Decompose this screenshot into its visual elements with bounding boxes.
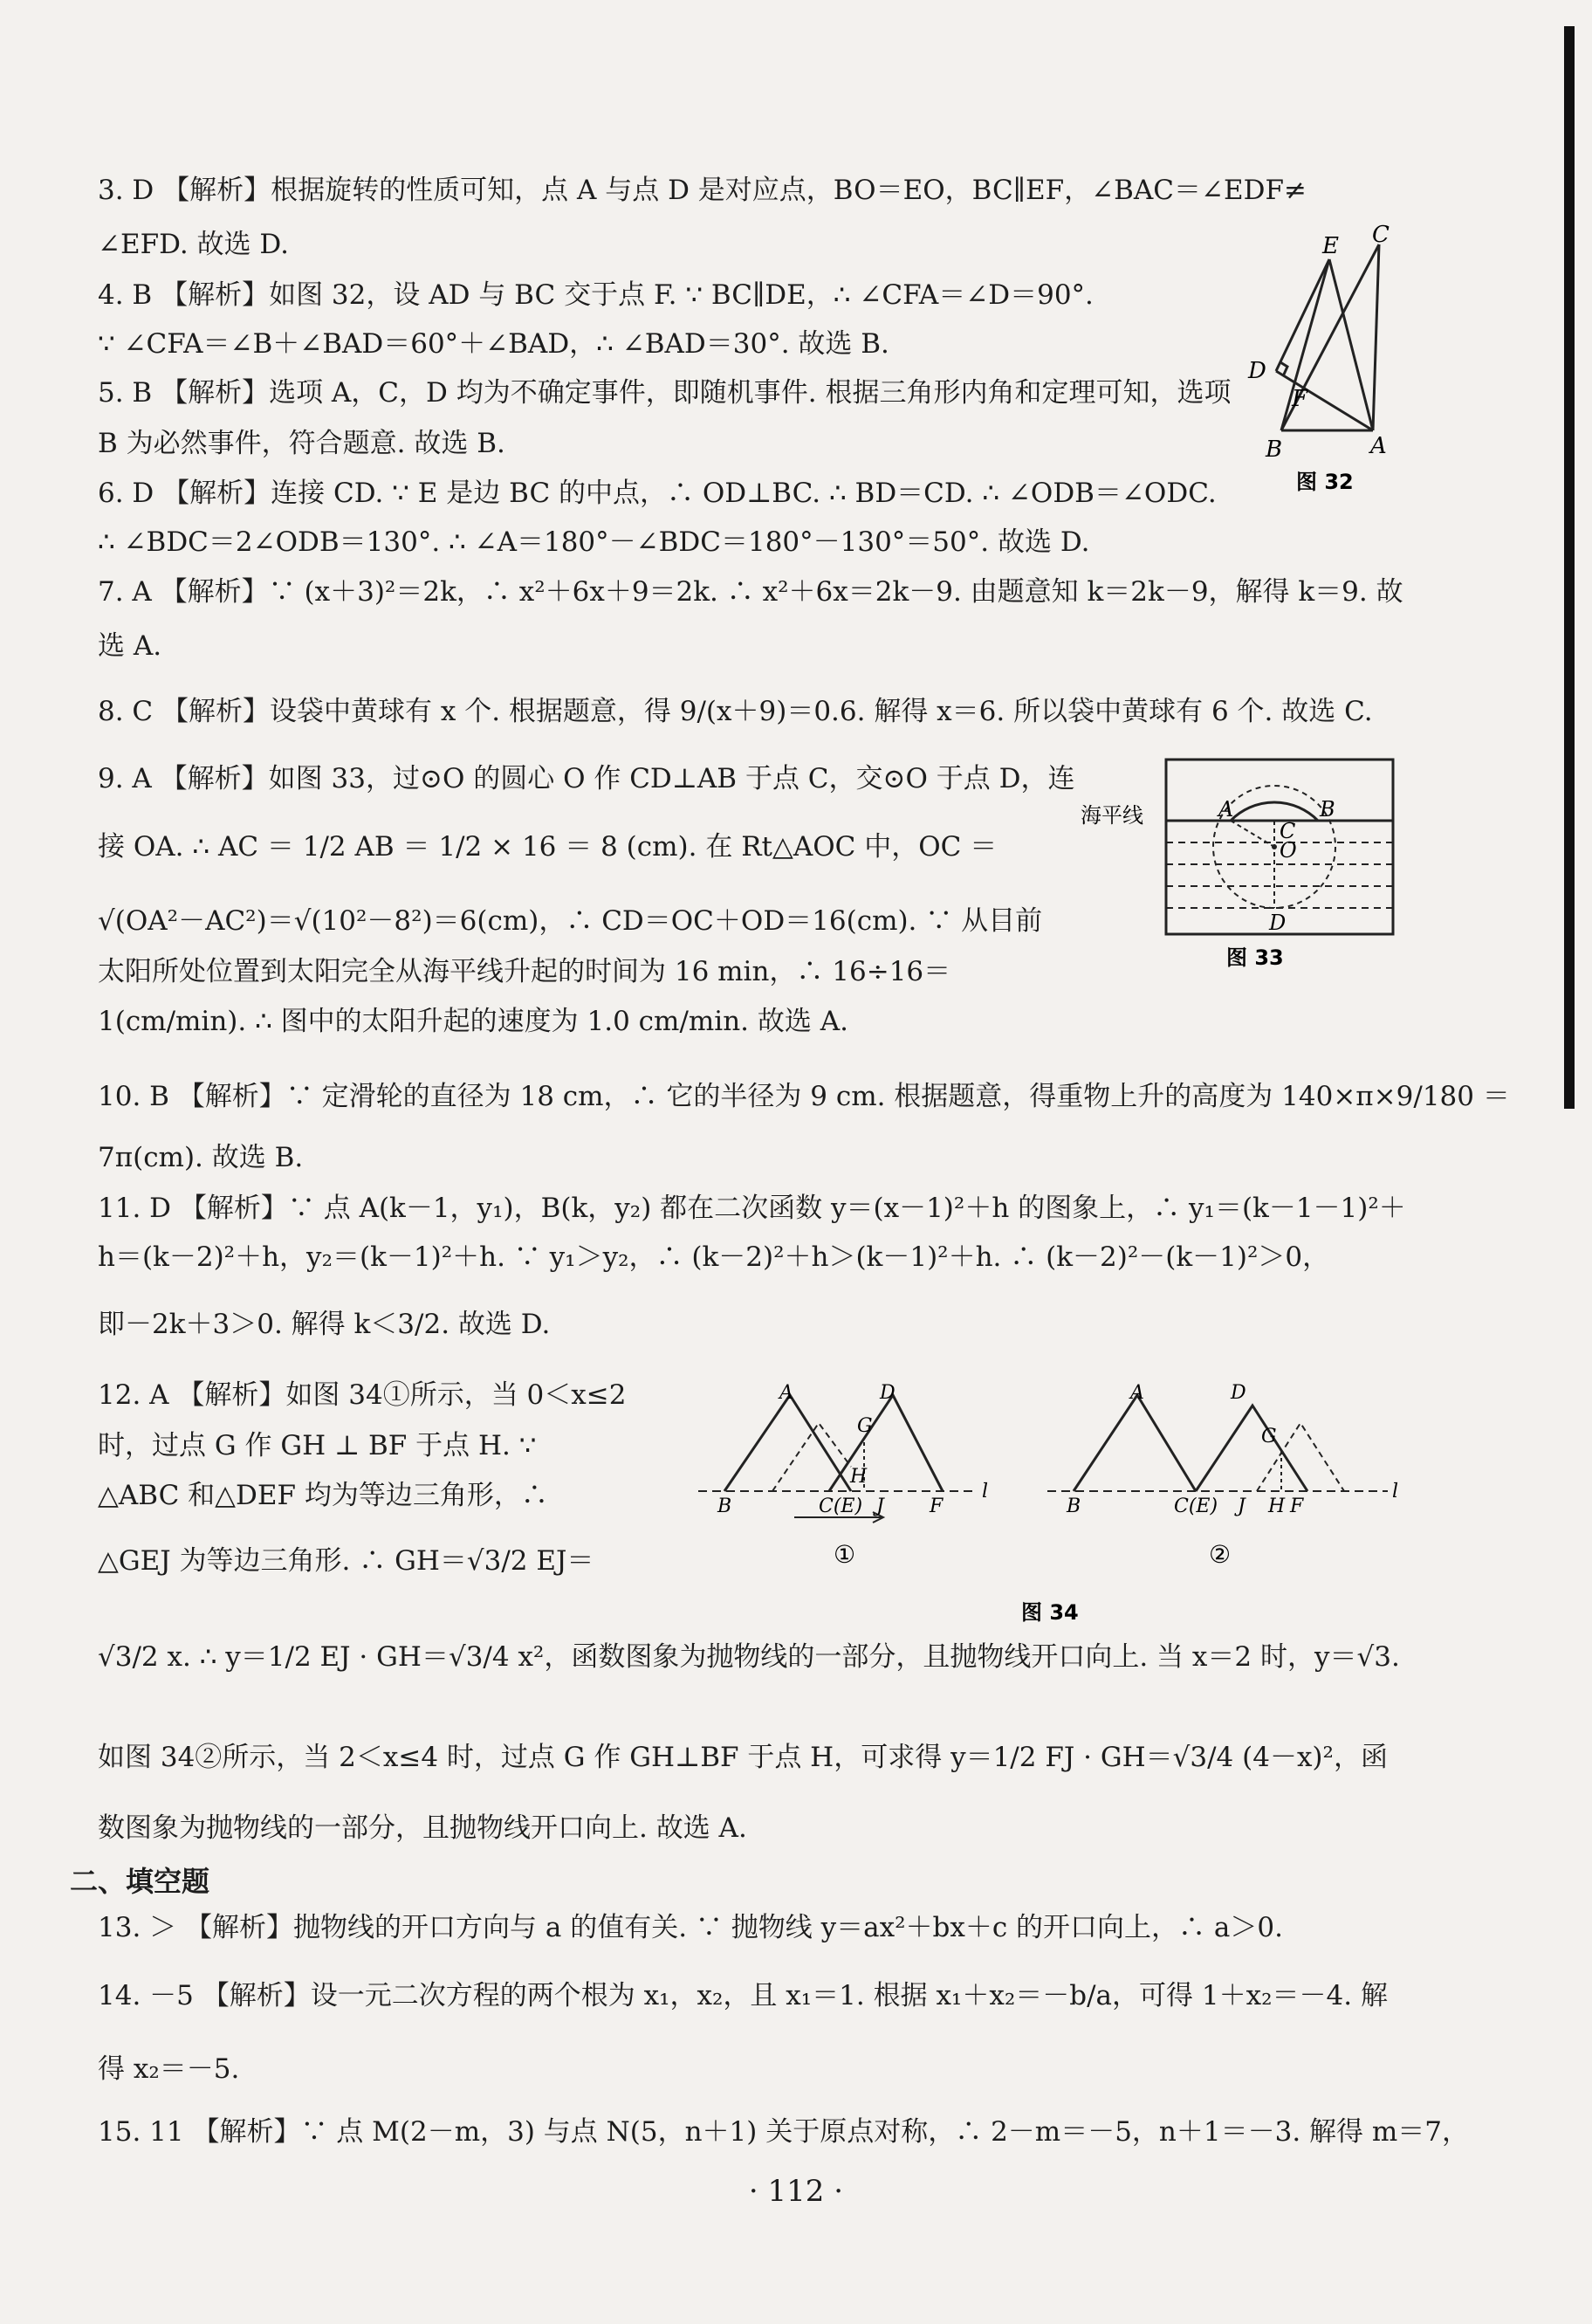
answer-9-line-1: 9. A 【解析】如图 33，过⊙O 的圆心 O 作 CD⊥AB 于点 C，交⊙O 于点 D，连 [98,763,1075,794]
fig34b-mark: ② [1209,1540,1232,1569]
fig34a-label-h: H [850,1466,868,1488]
fig32-label-e: E [1322,233,1339,259]
fig34b-label-g: G [1261,1426,1277,1447]
fig34b-label-a: A [1130,1382,1144,1404]
fig34a-label-a: A [779,1382,793,1404]
fig34a-label-g: G [857,1415,873,1437]
answer-11-line-1: 11. D 【解析】∵ 点 A(k－1，y₁)，B(k，y₂) 都在二次函数 y＝(x－1)²＋h 的图象上，∴ y₁＝(k－1－1)²＋ [98,1193,1406,1224]
answer-4-line-2: ∵ ∠CFA＝∠B＋∠BAD＝60°＋∠BAD，∴ ∠BAD＝30°. 故选 B. [98,328,889,360]
answer-7-line-2: 选 A. [98,630,162,662]
answer-9-line-3: √(OA²－AC²)＝√(10²－8²)＝6(cm)，∴ CD＝OC＋OD＝16(cm). ∵ 从目前 [98,905,1043,937]
fig32-label-b: B [1266,437,1283,463]
answer-12-line-2: 时，过点 G 作 GH ⊥ BF 于点 H. ∵ [98,1430,537,1461]
answer-10-line-2: 7π(cm). 故选 B. [98,1142,304,1173]
fig34a-label-l: l [982,1481,989,1502]
fig34b-label-d: D [1231,1382,1246,1404]
fig34a-label-b: B [717,1495,732,1517]
answer-9-line-2: 接 OA. ∴ AC ＝ 1/2 AB ＝ 1/2 × 16 ＝ 8 (cm). 在 Rt△AOC 中，OC ＝ [98,831,998,863]
fig34a-label-j: J [876,1495,884,1517]
fig34b-label-f: F [1290,1495,1304,1517]
fig34b-label-j: J [1238,1495,1245,1517]
fig34b-label-b: B [1067,1495,1081,1517]
fig34a-label-ce: C(E) [819,1495,863,1517]
fig33-label-a: A [1218,797,1234,822]
answer-12-line-5: √3/2 x. ∴ y＝1/2 EJ · GH＝√3/4 x²，函数图象为抛物线的一部分，且抛物线开口向上. 当 x＝2 时，y＝√3. [98,1641,1400,1673]
figure-34 [690,1379,1414,1641]
fig34b-label-h: H [1268,1495,1286,1517]
fig32-label-c: C [1372,222,1390,248]
fig34-sub2 [1047,1395,1388,1491]
answer-3-line-1: 3. D 【解析】根据旋转的性质可知，点 A 与点 D 是对应点，BO＝EO，BC∥EF，∠BAC＝∠EDF≠ [98,175,1307,206]
fig33-label-b: B [1320,797,1335,822]
answer-12-line-3: △ABC 和△DEF 均为等边三角形，∴ [98,1480,548,1511]
fig34a-label-f: F [930,1495,944,1517]
answer-12-line-6: 如图 34②所示，当 2＜x≤4 时，过点 G 作 GH⊥BF 于点 H，可求得 y＝1/2 FJ · GH＝√3/4 (4－x)²，函 [98,1742,1388,1773]
answer-11-line-2: h＝(k－2)²＋h，y₂＝(k－1)²＋h. ∵ y₁＞y₂，∴ (k－2)²＋h＞(k－1)²＋h. ∴ (k－2)²－(k－1)²＞0， [98,1241,1330,1273]
fig34b-label-l: l [1392,1481,1399,1502]
answer-12-line-4: △GEJ 为等边三角形. ∴ GH＝√3/2 EJ＝ [98,1545,594,1577]
answer-15-line: 15. 11 【解析】∵ 点 M(2－m，3) 与点 N(5，n＋1) 关于原点对称，∴ 2－m＝－5，n＋1＝－3. 解得 m＝7， [98,2116,1470,2148]
answer-12-line-7: 数图象为抛物线的一部分，且抛物线开口向上. 故选 A. [98,1812,747,1844]
figure-33 [1082,751,1414,978]
answer-8-line: 8. C 【解析】设袋中黄球有 x 个. 根据题意，得 9/(x＋9)＝0.6. 解得 x＝6. 所以袋中黄球有 6 个. 故选 C. [98,696,1373,727]
page-number: · 112 · [748,2174,844,2209]
fig32-label-a: A [1370,433,1387,459]
fig33-sea-label: 海平线 [1081,803,1143,828]
answer-9-line-4: 太阳所处位置到太阳完全从海平线升起的时间为 16 min，∴ 16÷16＝ [98,956,951,987]
answer-10-line-1: 10. B 【解析】∵ 定滑轮的直径为 18 cm，∴ 它的半径为 9 cm. 根据题意，得重物上升的高度为 140×π×9/180 ＝ [98,1081,1510,1112]
fig32-label-f: F [1292,386,1308,412]
answer-12-line-1: 12. A 【解析】如图 34①所示，当 0＜x≤2 [98,1379,627,1411]
answer-13-line: 13. ＞ 【解析】抛物线的开口方向与 a 的值有关. ∵ 抛物线 y＝ax²＋bx＋c 的开口向上，∴ a＞0. [98,1912,1283,1943]
answer-14-line-1: 14. －5 【解析】设一元二次方程的两个根为 x₁，x₂，且 x₁＝1. 根据 x₁＋x₂＝－b/a，可得 1＋x₂＝－4. 解 [98,1980,1388,2011]
answer-11-line-3: 即－2k＋3＞0. 解得 k＜3/2. 故选 D. [98,1309,551,1340]
fig32-label-d: D [1248,358,1266,384]
answer-5-line-2: B 为必然事件，符合题意. 故选 B. [98,428,505,459]
answer-6-line-1: 6. D 【解析】连接 CD. ∵ E 是边 BC 的中点，∴ OD⊥BC. ∴ BD＝CD. ∴ ∠ODB＝∠ODC. [98,478,1217,509]
answer-3-line-2: ∠EFD. 故选 D. [98,229,290,260]
fig34b-label-ce: C(E) [1174,1495,1218,1517]
section-heading-fill-in: 二、填空题 [70,1865,210,1898]
figure-32 [1231,223,1405,502]
answer-5-line-1: 5. B 【解析】选项 A，C，D 均为不确定事件，即随机事件. 根据三角形内角和定理可知，选项 [98,377,1232,409]
fig33-caption: 图 33 [1226,945,1284,970]
fig34a-mark: ① [834,1540,856,1569]
answer-7-line-1: 7. A 【解析】∵ (x＋3)²＝2k，∴ x²＋6x＋9＝2k. ∴ x²＋6x＝2k－9. 由题意知 k＝2k－9，解得 k＝9. 故 [98,576,1403,608]
fig32-caption: 图 32 [1296,470,1354,494]
answer-9-line-5: 1(cm/min). ∴ 图中的太阳升起的速度为 1.0 cm/min. 故选 A. [98,1006,848,1037]
fig33-label-c: C [1280,819,1296,843]
fig33-label-d: D [1269,911,1287,935]
binding-edge-bar [1564,26,1575,1109]
answer-4-line-1: 4. B 【解析】如图 32，设 AD 与 BC 交于点 F. ∵ BC∥DE，∴ ∠CFA＝∠D＝90°. [98,279,1094,311]
fig34a-label-d: D [880,1382,896,1404]
answer-14-line-2: 得 x₂＝－5. [98,2053,240,2085]
fig34-caption: 图 34 [1021,1600,1079,1625]
fig33-label-o: O [1280,838,1297,863]
answer-6-line-2: ∴ ∠BDC＝2∠ODB＝130°. ∴ ∠A＝180°－∠BDC＝180°－130°＝50°. 故选 D. [98,526,1090,558]
